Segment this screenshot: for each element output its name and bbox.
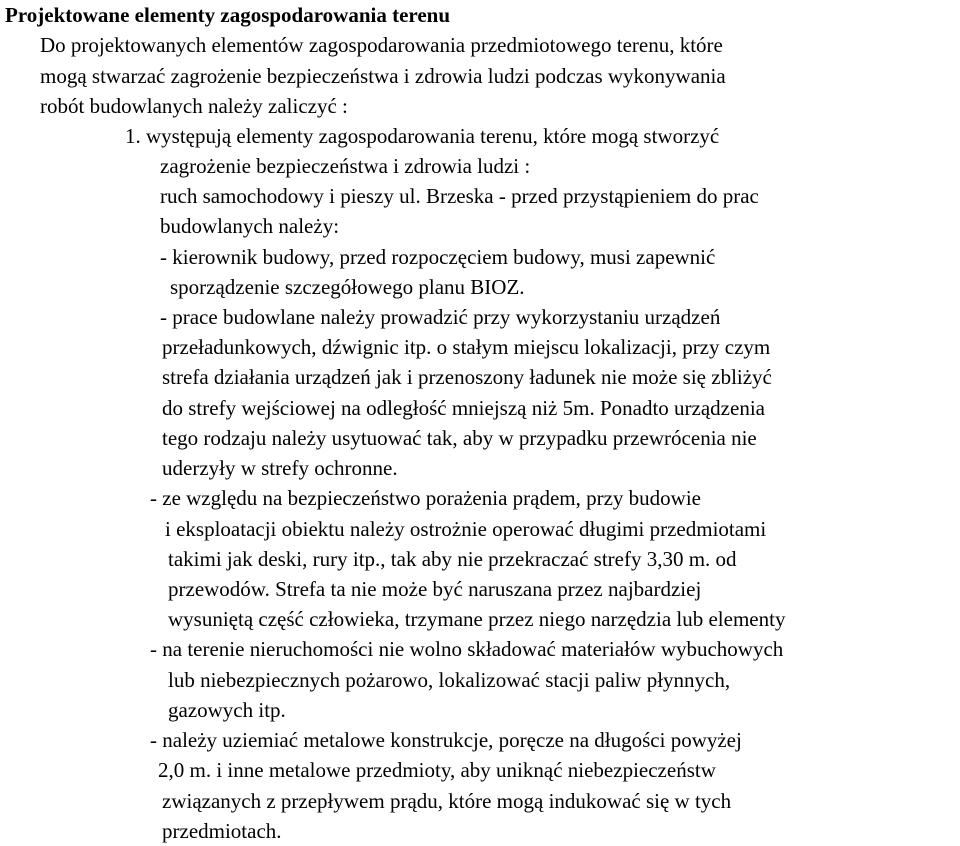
text-line-16: - ze względu na bezpieczeństwo porażenia prądem, przy budowie xyxy=(150,486,701,510)
text-line-4: 1. występują elementy zagospodarowania terenu, które mogą stworzyć xyxy=(125,124,720,148)
page-title: Projektowane elementy zagospodarowania terenu xyxy=(5,3,451,27)
text-line-8: - kierownik budowy, przed rozpoczęciem budowy, musi zapewnić xyxy=(160,245,716,269)
text-line-11: przeładunkowych, dźwignic itp. o stałym miejscu lokalizacji, przy czym xyxy=(162,335,771,359)
text-line-25: 2,0 m. i inne metalowe przedmioty, aby uniknąć niebezpieczeństw xyxy=(158,758,716,782)
text-line-14: tego rodzaju należy usytuować tak, aby w przypadku przewrócenia nie xyxy=(162,426,757,450)
text-line-18: takimi jak deski, rury itp., tak aby nie przekraczać strefy 3,30 m. od xyxy=(168,547,737,571)
text-line-22: lub niebezpiecznych pożarowo, lokalizować stacji paliw płynnych, xyxy=(168,668,731,692)
text-line-7: budowlanych należy: xyxy=(160,214,340,238)
text-line-5: zagrożenie bezpieczeństwa i zdrowia ludzi : xyxy=(160,154,531,178)
text-line-26: związanych z przepływem prądu, które mogą indukować się w tych xyxy=(162,789,732,813)
text-line-23: gazowych itp. xyxy=(168,698,286,722)
text-line-20: wysuniętą część człowieka, trzymane przez niego narzędzia lub elementy xyxy=(168,607,786,631)
text-line-9: sporządzenie szczegółowego planu BIOZ. xyxy=(170,275,525,299)
text-line-6: ruch samochodowy i pieszy ul. Brzeska - przed przystąpieniem do prac xyxy=(160,184,759,208)
text-line-17: i eksploatacji obiektu należy ostrożnie operować długimi przedmiotami xyxy=(165,517,767,541)
text-line-19: przewodów. Strefa ta nie może być naruszana przez najbardziej xyxy=(168,577,702,601)
text-line-1: Do projektowanych elementów zagospodarowania przedmiotowego terenu, które xyxy=(40,33,723,57)
text-line-12: strefa działania urządzeń jak i przenoszony ładunek nie może się zbliżyć xyxy=(162,365,772,389)
text-line-21: - na terenie nieruchomości nie wolno składować materiałów wybuchowych xyxy=(150,637,784,661)
text-line-10: - prace budowlane należy prowadzić przy wykorzystaniu urządzeń xyxy=(160,305,721,329)
text-line-2: mogą stwarzać zagrożenie bezpieczeństwa i zdrowia ludzi podczas wykonywania xyxy=(40,64,726,88)
text-line-3: robót budowlanych należy zaliczyć : xyxy=(40,94,348,118)
text-line-13: do strefy wejściowej na odległość mniejszą niż 5m. Ponadto urządzenia xyxy=(162,396,765,420)
text-line-15: uderzyły w strefy ochronne. xyxy=(162,456,398,480)
text-line-27: przedmiotach. xyxy=(162,819,282,843)
text-line-24: - należy uziemiać metalowe konstrukcje, poręcze na długości powyżej xyxy=(150,728,742,752)
